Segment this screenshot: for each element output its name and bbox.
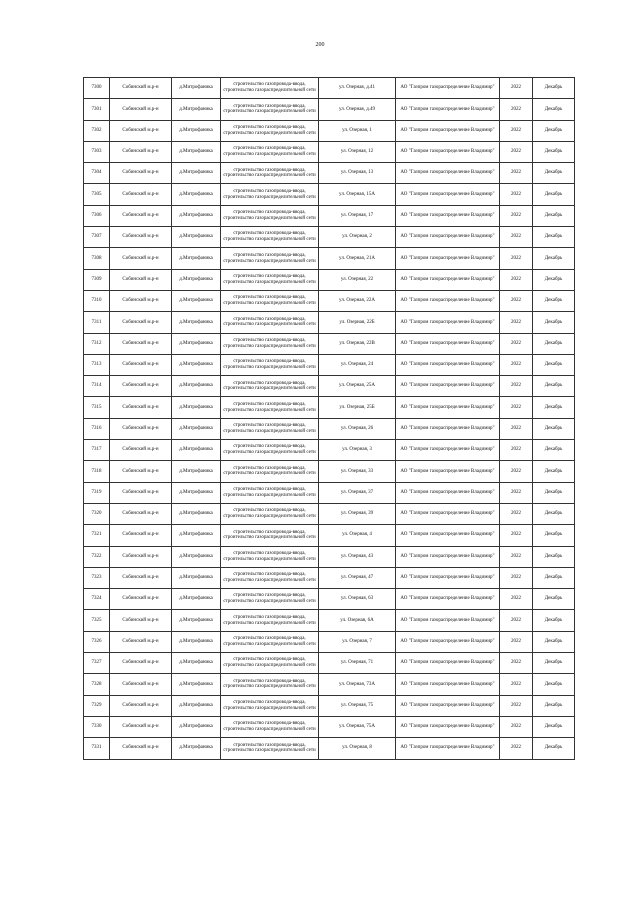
month-cell: Декабрь [533,99,575,120]
work-type-cell: строительство газопровода-ввода, строительство газораспределительной сети [221,716,319,737]
organization-cell: АО "Газпром газораспределение Владимир" [396,290,500,311]
year-cell: 2022 [500,631,533,652]
work-type-cell: строительство газопровода-ввода, строительство газораспределительной сети [221,503,319,524]
month-cell: Декабрь [533,78,575,99]
month-cell: Декабрь [533,312,575,333]
year-cell: 2022 [500,227,533,248]
village-cell: д.Митрофаника [172,120,221,141]
district-cell: Собинский м.р-н [110,503,172,524]
year-cell: 2022 [500,716,533,737]
row-number-cell: 7328 [84,674,110,695]
organization-cell: АО "Газпром газораспределение Владимир" [396,78,500,99]
row-number-cell: 7305 [84,184,110,205]
village-cell: д.Митрофаника [172,716,221,737]
organization-cell: АО "Газпром газораспределение Владимир" [396,695,500,716]
month-cell: Декабрь [533,205,575,226]
table-row [84,269,575,290]
village-cell: д.Митрофаника [172,376,221,397]
village-cell: д.Митрофаника [172,674,221,695]
address-cell: ул. Озерная, 33 [319,461,396,482]
month-cell: Декабрь [533,738,575,759]
month-cell: Декабрь [533,461,575,482]
address-cell: ул. Озерная, 75 [319,695,396,716]
row-number-cell: 7318 [84,461,110,482]
row-number-cell: 7325 [84,610,110,631]
month-cell: Декабрь [533,716,575,737]
work-type-cell: строительство газопровода-ввода, строительство газораспределительной сети [221,141,319,162]
year-cell: 2022 [500,78,533,99]
table-row [84,78,575,99]
year-cell: 2022 [500,163,533,184]
village-cell: д.Митрофаника [172,610,221,631]
village-cell: д.Митрофаника [172,290,221,311]
district-cell: Собинский м.р-н [110,78,172,99]
address-cell: ул. Озерная, 7 [319,631,396,652]
year-cell: 2022 [500,248,533,269]
village-cell: д.Митрофаника [172,227,221,248]
year-cell: 2022 [500,482,533,503]
row-number-cell: 7309 [84,269,110,290]
month-cell: Декабрь [533,184,575,205]
address-cell: ул. Озерная, 25А [319,376,396,397]
address-cell: ул. Озерная, д.49 [319,99,396,120]
registry-table-body [84,78,575,760]
year-cell: 2022 [500,141,533,162]
village-cell: д.Митрофаника [172,184,221,205]
work-type-cell: строительство газопровода-ввода, строительство газораспределительной сети [221,610,319,631]
year-cell: 2022 [500,653,533,674]
address-cell: ул. Озерная, 43 [319,546,396,567]
page-number: 200 [315,42,325,48]
address-cell: ул. Озерная, 75А [319,716,396,737]
month-cell: Декабрь [533,354,575,375]
year-cell: 2022 [500,312,533,333]
registry-table [83,77,575,760]
district-cell: Собинский м.р-н [110,163,172,184]
organization-cell: АО "Газпром газораспределение Владимир" [396,461,500,482]
organization-cell: АО "Газпром газораспределение Владимир" [396,716,500,737]
month-cell: Декабрь [533,397,575,418]
year-cell: 2022 [500,418,533,439]
year-cell: 2022 [500,589,533,610]
row-number-cell: 7301 [84,99,110,120]
month-cell: Декабрь [533,567,575,588]
work-type-cell: строительство газопровода-ввода, строительство газораспределительной сети [221,290,319,311]
organization-cell: АО "Газпром газораспределение Владимир" [396,333,500,354]
organization-cell: АО "Газпром газораспределение Владимир" [396,631,500,652]
organization-cell: АО "Газпром газораспределение Владимир" [396,269,500,290]
year-cell: 2022 [500,376,533,397]
year-cell: 2022 [500,525,533,546]
organization-cell: АО "Газпром газораспределение Владимир" [396,418,500,439]
district-cell: Собинский м.р-н [110,589,172,610]
table-row [84,141,575,162]
address-cell: ул. Озерная, 3 [319,440,396,461]
address-cell: ул. Озерная, 71 [319,653,396,674]
month-cell: Декабрь [533,674,575,695]
address-cell: ул. Озерная, 73А [319,674,396,695]
table-row [84,610,575,631]
work-type-cell: строительство газопровода-ввода, строительство газораспределительной сети [221,333,319,354]
year-cell: 2022 [500,354,533,375]
row-number-cell: 7310 [84,290,110,311]
district-cell: Собинский м.р-н [110,461,172,482]
work-type-cell: строительство газопровода-ввода, строительство газораспределительной сети [221,567,319,588]
address-cell: ул. Озерная, 2 [319,227,396,248]
year-cell: 2022 [500,184,533,205]
district-cell: Собинский м.р-н [110,674,172,695]
organization-cell: АО "Газпром газораспределение Владимир" [396,354,500,375]
work-type-cell: строительство газопровода-ввода, строительство газораспределительной сети [221,589,319,610]
village-cell: д.Митрофаника [172,141,221,162]
village-cell: д.Митрофаника [172,205,221,226]
work-type-cell: строительство газопровода-ввода, строительство газораспределительной сети [221,546,319,567]
address-cell: ул. Озерная, 12 [319,141,396,162]
table-row [84,184,575,205]
table-row [84,99,575,120]
row-number-cell: 7330 [84,716,110,737]
month-cell: Декабрь [533,333,575,354]
month-cell: Декабрь [533,248,575,269]
village-cell: д.Митрофаника [172,248,221,269]
month-cell: Декабрь [533,525,575,546]
year-cell: 2022 [500,610,533,631]
month-cell: Декабрь [533,610,575,631]
row-number-cell: 7304 [84,163,110,184]
work-type-cell: строительство газопровода-ввода, строительство газораспределительной сети [221,78,319,99]
district-cell: Собинский м.р-н [110,738,172,759]
district-cell: Собинский м.р-н [110,99,172,120]
row-number-cell: 7322 [84,546,110,567]
table-row [84,397,575,418]
year-cell: 2022 [500,461,533,482]
organization-cell: АО "Газпром газораспределение Владимир" [396,184,500,205]
work-type-cell: строительство газопровода-ввода, строительство газораспределительной сети [221,653,319,674]
village-cell: д.Митрофаника [172,482,221,503]
month-cell: Декабрь [533,589,575,610]
row-number-cell: 7327 [84,653,110,674]
address-cell: ул. Озерная, 6А [319,610,396,631]
year-cell: 2022 [500,290,533,311]
district-cell: Собинский м.р-н [110,205,172,226]
table-row [84,227,575,248]
village-cell: д.Митрофаника [172,354,221,375]
district-cell: Собинский м.р-н [110,440,172,461]
village-cell: д.Митрофаника [172,695,221,716]
organization-cell: АО "Газпром газораспределение Владимир" [396,376,500,397]
row-number-cell: 7308 [84,248,110,269]
month-cell: Декабрь [533,418,575,439]
table-row [84,482,575,503]
row-number-cell: 7312 [84,333,110,354]
table-row [84,716,575,737]
organization-cell: АО "Газпром газораспределение Владимир" [396,163,500,184]
district-cell: Собинский м.р-н [110,695,172,716]
year-cell: 2022 [500,205,533,226]
row-number-cell: 7326 [84,631,110,652]
organization-cell: АО "Газпром газораспределение Владимир" [396,120,500,141]
work-type-cell: строительство газопровода-ввода, строительство газораспределительной сети [221,354,319,375]
district-cell: Собинский м.р-н [110,120,172,141]
village-cell: д.Митрофаника [172,546,221,567]
row-number-cell: 7307 [84,227,110,248]
work-type-cell: строительство газопровода-ввода, строительство газораспределительной сети [221,312,319,333]
work-type-cell: строительство газопровода-ввода, строительство газораспределительной сети [221,695,319,716]
year-cell: 2022 [500,546,533,567]
organization-cell: АО "Газпром газораспределение Владимир" [396,312,500,333]
table-row [84,695,575,716]
month-cell: Декабрь [533,631,575,652]
organization-cell: АО "Газпром газораспределение Владимир" [396,503,500,524]
district-cell: Собинский м.р-н [110,290,172,311]
village-cell: д.Митрофаника [172,312,221,333]
organization-cell: АО "Газпром газораспределение Владимир" [396,482,500,503]
table-row [84,418,575,439]
organization-cell: АО "Газпром газораспределение Владимир" [396,397,500,418]
organization-cell: АО "Газпром газораспределение Владимир" [396,567,500,588]
address-cell: ул. Озерная, 22В [319,333,396,354]
work-type-cell: строительство газопровода-ввода, строительство газораспределительной сети [221,248,319,269]
address-cell: ул. Озерная, 39 [319,503,396,524]
row-number-cell: 7319 [84,482,110,503]
table-row [84,567,575,588]
table-row [84,120,575,141]
work-type-cell: строительство газопровода-ввода, строительство газораспределительной сети [221,631,319,652]
village-cell: д.Митрофаника [172,631,221,652]
work-type-cell: строительство газопровода-ввода, строительство газораспределительной сети [221,120,319,141]
table-row [84,205,575,226]
table-row [84,312,575,333]
district-cell: Собинский м.р-н [110,376,172,397]
row-number-cell: 7314 [84,376,110,397]
table-row [84,738,575,759]
organization-cell: АО "Газпром газораспределение Владимир" [396,653,500,674]
row-number-cell: 7320 [84,503,110,524]
work-type-cell: строительство газопровода-ввода, строительство газораспределительной сети [221,482,319,503]
row-number-cell: 7316 [84,418,110,439]
address-cell: ул. Озерная, 47 [319,567,396,588]
year-cell: 2022 [500,120,533,141]
village-cell: д.Митрофаника [172,397,221,418]
address-cell: ул. Озерная, 22 [319,269,396,290]
row-number-cell: 7300 [84,78,110,99]
work-type-cell: строительство газопровода-ввода, строительство газораспределительной сети [221,674,319,695]
row-number-cell: 7323 [84,567,110,588]
work-type-cell: строительство газопровода-ввода, строительство газораспределительной сети [221,418,319,439]
organization-cell: АО "Газпром газораспределение Владимир" [396,440,500,461]
village-cell: д.Митрофаника [172,653,221,674]
table-row [84,546,575,567]
address-cell: ул. Озерная, 37 [319,482,396,503]
row-number-cell: 7311 [84,312,110,333]
organization-cell: АО "Газпром газораспределение Владимир" [396,738,500,759]
organization-cell: АО "Газпром газораспределение Владимир" [396,546,500,567]
month-cell: Декабрь [533,695,575,716]
village-cell: д.Митрофаника [172,589,221,610]
address-cell: ул. Озерная, 25Б [319,397,396,418]
table-row [84,354,575,375]
year-cell: 2022 [500,99,533,120]
work-type-cell: строительство газопровода-ввода, строительство газораспределительной сети [221,461,319,482]
organization-cell: АО "Газпром газораспределение Владимир" [396,525,500,546]
village-cell: д.Митрофаника [172,163,221,184]
village-cell: д.Митрофаника [172,440,221,461]
district-cell: Собинский м.р-н [110,269,172,290]
table-row [84,589,575,610]
address-cell: ул. Озерная, 21А [319,248,396,269]
row-number-cell: 7331 [84,738,110,759]
table-row [84,653,575,674]
work-type-cell: строительство газопровода-ввода, строительство газораспределительной сети [221,397,319,418]
month-cell: Декабрь [533,546,575,567]
address-cell: ул. Озерная, 24 [319,354,396,375]
organization-cell: АО "Газпром газораспределение Владимир" [396,674,500,695]
village-cell: д.Митрофаника [172,99,221,120]
table-row [84,631,575,652]
district-cell: Собинский м.р-н [110,653,172,674]
organization-cell: АО "Газпром газораспределение Владимир" [396,205,500,226]
month-cell: Декабрь [533,440,575,461]
village-cell: д.Митрофаника [172,503,221,524]
table-row [84,674,575,695]
work-type-cell: строительство газопровода-ввода, строительство газораспределительной сети [221,525,319,546]
district-cell: Собинский м.р-н [110,525,172,546]
row-number-cell: 7324 [84,589,110,610]
table-row [84,440,575,461]
row-number-cell: 7317 [84,440,110,461]
address-cell: ул. Озерная, 17 [319,205,396,226]
district-cell: Собинский м.р-н [110,610,172,631]
village-cell: д.Митрофаника [172,333,221,354]
organization-cell: АО "Газпром газораспределение Владимир" [396,141,500,162]
year-cell: 2022 [500,695,533,716]
table-row [84,163,575,184]
work-type-cell: строительство газопровода-ввода, строительство газораспределительной сети [221,205,319,226]
table-row [84,248,575,269]
address-cell: ул. Озерная, 15А [319,184,396,205]
month-cell: Декабрь [533,163,575,184]
village-cell: д.Митрофаника [172,525,221,546]
district-cell: Собинский м.р-н [110,333,172,354]
month-cell: Декабрь [533,141,575,162]
month-cell: Декабрь [533,653,575,674]
row-number-cell: 7321 [84,525,110,546]
work-type-cell: строительство газопровода-ввода, строительство газораспределительной сети [221,227,319,248]
year-cell: 2022 [500,567,533,588]
village-cell: д.Митрофаника [172,418,221,439]
organization-cell: АО "Газпром газораспределение Владимир" [396,99,500,120]
district-cell: Собинский м.р-н [110,482,172,503]
district-cell: Собинский м.р-н [110,397,172,418]
year-cell: 2022 [500,503,533,524]
year-cell: 2022 [500,397,533,418]
row-number-cell: 7329 [84,695,110,716]
organization-cell: АО "Газпром газораспределение Владимир" [396,248,500,269]
work-type-cell: строительство газопровода-ввода, строительство газораспределительной сети [221,440,319,461]
month-cell: Декабрь [533,227,575,248]
row-number-cell: 7313 [84,354,110,375]
village-cell: д.Митрофаника [172,738,221,759]
village-cell: д.Митрофаника [172,567,221,588]
address-cell: ул. Озерная, 8 [319,738,396,759]
village-cell: д.Митрофаника [172,269,221,290]
year-cell: 2022 [500,674,533,695]
work-type-cell: строительство газопровода-ввода, строительство газораспределительной сети [221,184,319,205]
district-cell: Собинский м.р-н [110,141,172,162]
district-cell: Собинский м.р-н [110,184,172,205]
work-type-cell: строительство газопровода-ввода, строительство газораспределительной сети [221,376,319,397]
district-cell: Собинский м.р-н [110,227,172,248]
month-cell: Декабрь [533,290,575,311]
address-cell: ул. Озерная, 63 [319,589,396,610]
address-cell: ул. Озерная, 4 [319,525,396,546]
year-cell: 2022 [500,738,533,759]
row-number-cell: 7315 [84,397,110,418]
table-row [84,461,575,482]
organization-cell: АО "Газпром газораспределение Владимир" [396,610,500,631]
district-cell: Собинский м.р-н [110,546,172,567]
village-cell: д.Митрофаника [172,461,221,482]
address-cell: ул. Озерная, д.41 [319,78,396,99]
district-cell: Собинский м.р-н [110,716,172,737]
month-cell: Декабрь [533,503,575,524]
organization-cell: АО "Газпром газораспределение Владимир" [396,227,500,248]
year-cell: 2022 [500,440,533,461]
table-row [84,376,575,397]
work-type-cell: строительство газопровода-ввода, строительство газораспределительной сети [221,269,319,290]
district-cell: Собинский м.р-н [110,354,172,375]
row-number-cell: 7306 [84,205,110,226]
address-cell: ул. Озерная, 22А [319,290,396,311]
month-cell: Декабрь [533,269,575,290]
row-number-cell: 7303 [84,141,110,162]
month-cell: Декабрь [533,120,575,141]
work-type-cell: строительство газопровода-ввода, строительство газораспределительной сети [221,99,319,120]
address-cell: ул. Озерная, 13 [319,163,396,184]
table-row [84,333,575,354]
district-cell: Собинский м.р-н [110,631,172,652]
district-cell: Собинский м.р-н [110,567,172,588]
district-cell: Собинский м.р-н [110,248,172,269]
year-cell: 2022 [500,333,533,354]
table-row [84,525,575,546]
district-cell: Собинский м.р-н [110,312,172,333]
month-cell: Декабрь [533,376,575,397]
table-row [84,290,575,311]
work-type-cell: строительство газопровода-ввода, строительство газораспределительной сети [221,738,319,759]
address-cell: ул. Озерная, 1 [319,120,396,141]
address-cell: ул. Озерная, 22Б [319,312,396,333]
table-row [84,503,575,524]
address-cell: ул. Озерная, 26 [319,418,396,439]
year-cell: 2022 [500,269,533,290]
work-type-cell: строительство газопровода-ввода, строительство газораспределительной сети [221,163,319,184]
organization-cell: АО "Газпром газораспределение Владимир" [396,589,500,610]
row-number-cell: 7302 [84,120,110,141]
village-cell: д.Митрофаника [172,78,221,99]
district-cell: Собинский м.р-н [110,418,172,439]
month-cell: Декабрь [533,482,575,503]
